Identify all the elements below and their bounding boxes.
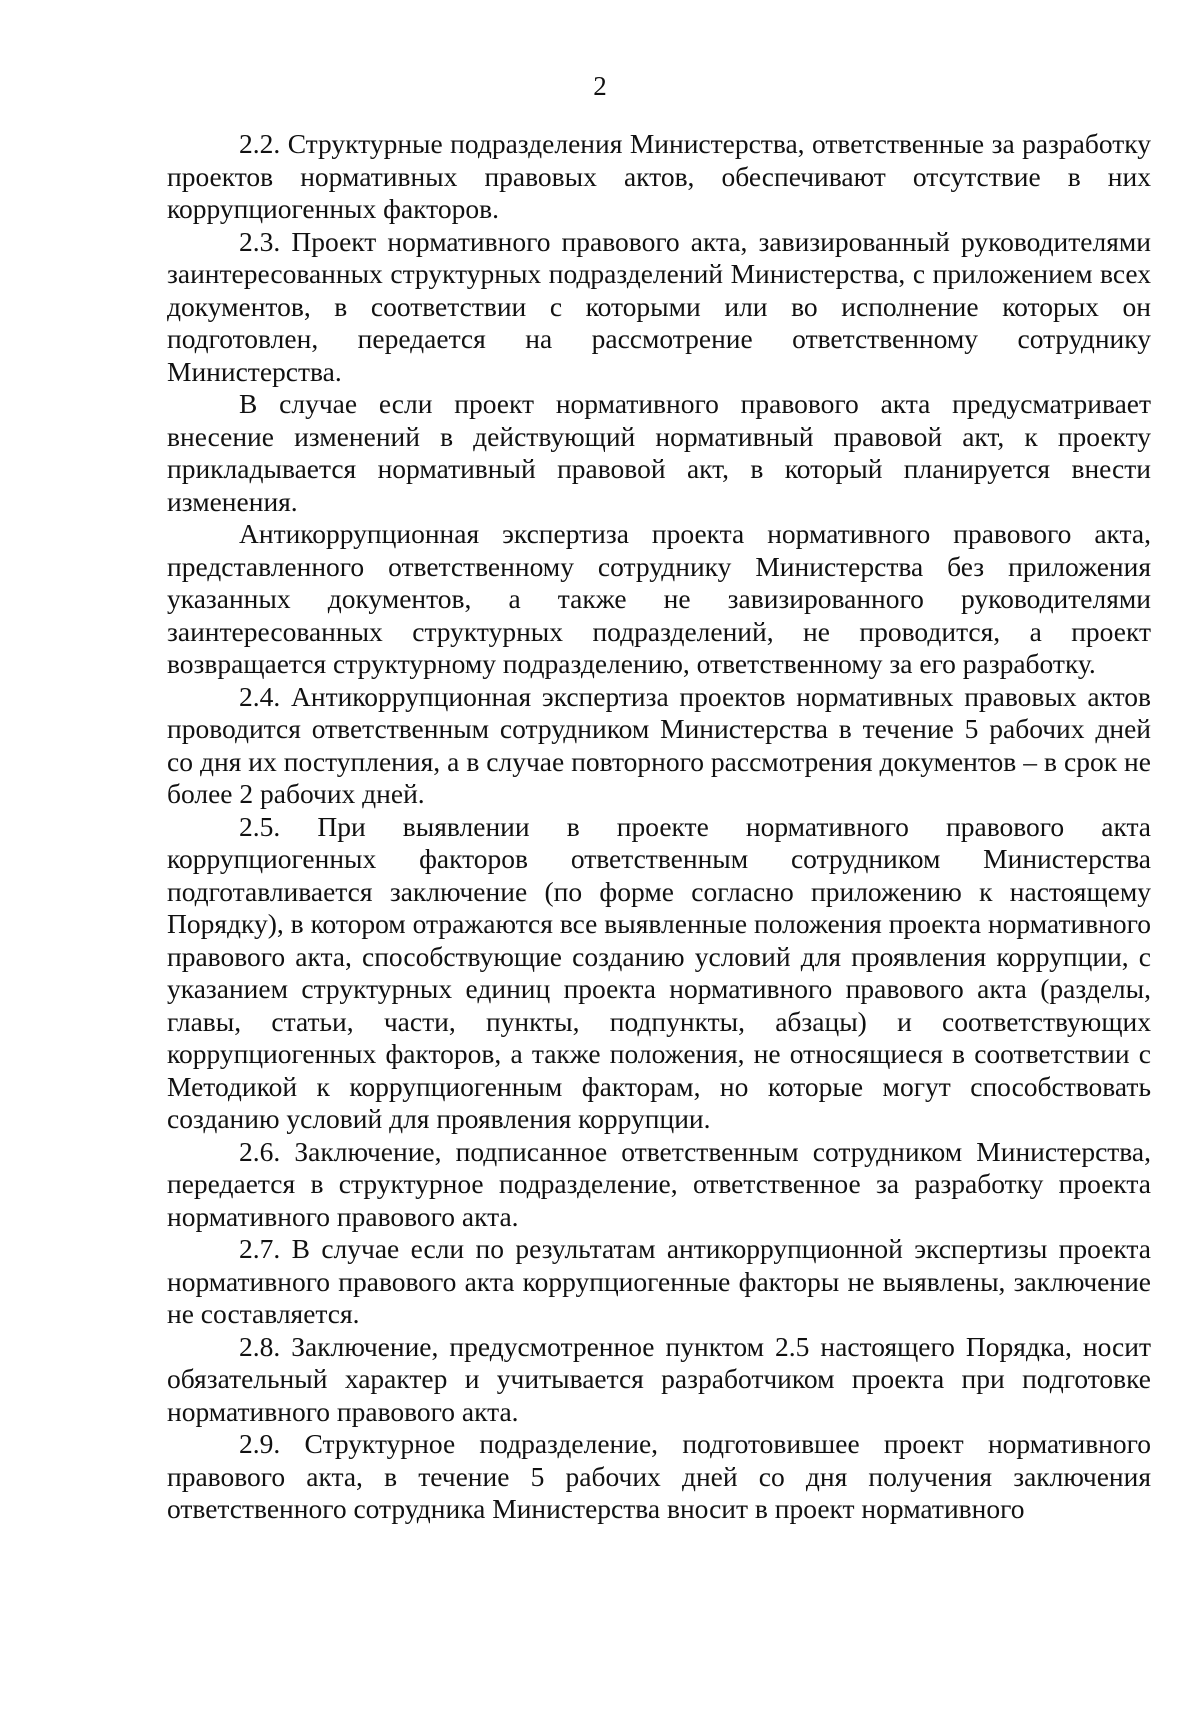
page-number: 2 [593, 71, 607, 101]
paragraph-2-7: 2.7. В случае если по результатам антикоррупционной экспертизы проекта нормативного правового акта коррупциогенные факторы не выявлены, заключение не составляется. [167, 1233, 1151, 1329]
paragraph-2-8: 2.8. Заключение, предусмотренное пунктом 2.5 настоящего Порядка, носит обязательный характер и учитывается разработчиком проекта при подготовке нормативного правового акта. [167, 1330, 1151, 1427]
paragraph-amendment-note: В случае если проект нормативного правового акта предусматривает внесение изменений в действующий нормативный правовой акт, к проекту прикладывается нормативный правовой акт, в который планируется внести изменения. [167, 388, 1151, 517]
paragraph-2-2: 2.2. Структурные подразделения Министерства, ответственные за разработку проектов нормативных правовых актов, обеспечивают отсутствие в них коррупциогенных факторов. [167, 128, 1151, 224]
paragraph-2-3: 2.3. Проект нормативного правового акта, завизированный руководителями заинтересованных структурных подразделений Министерства, с приложением всех документов, в соответствии с которыми или во исполнение которых он подготовлен, передается на рассмотрение ответственному сотруднику Министерства. [167, 225, 1151, 387]
paragraph-2-9: 2.9. Структурное подразделение, подготовившее проект нормативного правового акта, в течение 5 рабочих дней со дня получения заключения ответственного сотрудника Министерства вносит в проект нормативного [167, 1428, 1151, 1524]
paragraph-2-5: 2.5. При выявлении в проекте нормативного правового акта коррупциогенных факторов ответственным сотрудником Министерства подготавливается заключение (по форме согласно приложению к настоящему Порядку), в котором отражаются все выявленные положения проекта нормативного правового акта, способствующие созданию условий для проявления коррупции, с указанием структурных единиц проекта нормативного правового акта (разделы, главы, статьи, части, пункты, подпункты, абзацы) и соответствующих коррупциогенных факторов, а также положения, не относящиеся в соответствии с Методикой к коррупциогенным факторам, но которые могут способствовать созданию условий для проявления коррупции. [167, 810, 1151, 1134]
paragraph-2-6: 2.6. Заключение, подписанное ответственным сотрудником Министерства, передается в структурное подразделение, ответственное за разработку проекта нормативного правового акта. [167, 1135, 1151, 1232]
document-body [167, 128, 1151, 1526]
paragraph-2-4: 2.4. Антикоррупционная экспертиза проектов нормативных правовых актов проводится ответственным сотрудником Министерства в течение 5 рабочих дней со дня их поступления, а в случае повторного рассмотрения документов – в срок не более 2 рабочих дней. [167, 680, 1151, 809]
paragraph-return-note: Антикоррупционная экспертиза проекта нормативного правового акта, представленного ответственному сотруднику Министерства без приложения указанных документов, а также не завизированного руководителями заинтересованных структурных подразделений, не проводится, а проект возвращается структурному подразделению, ответственному за его разработку. [167, 518, 1151, 679]
